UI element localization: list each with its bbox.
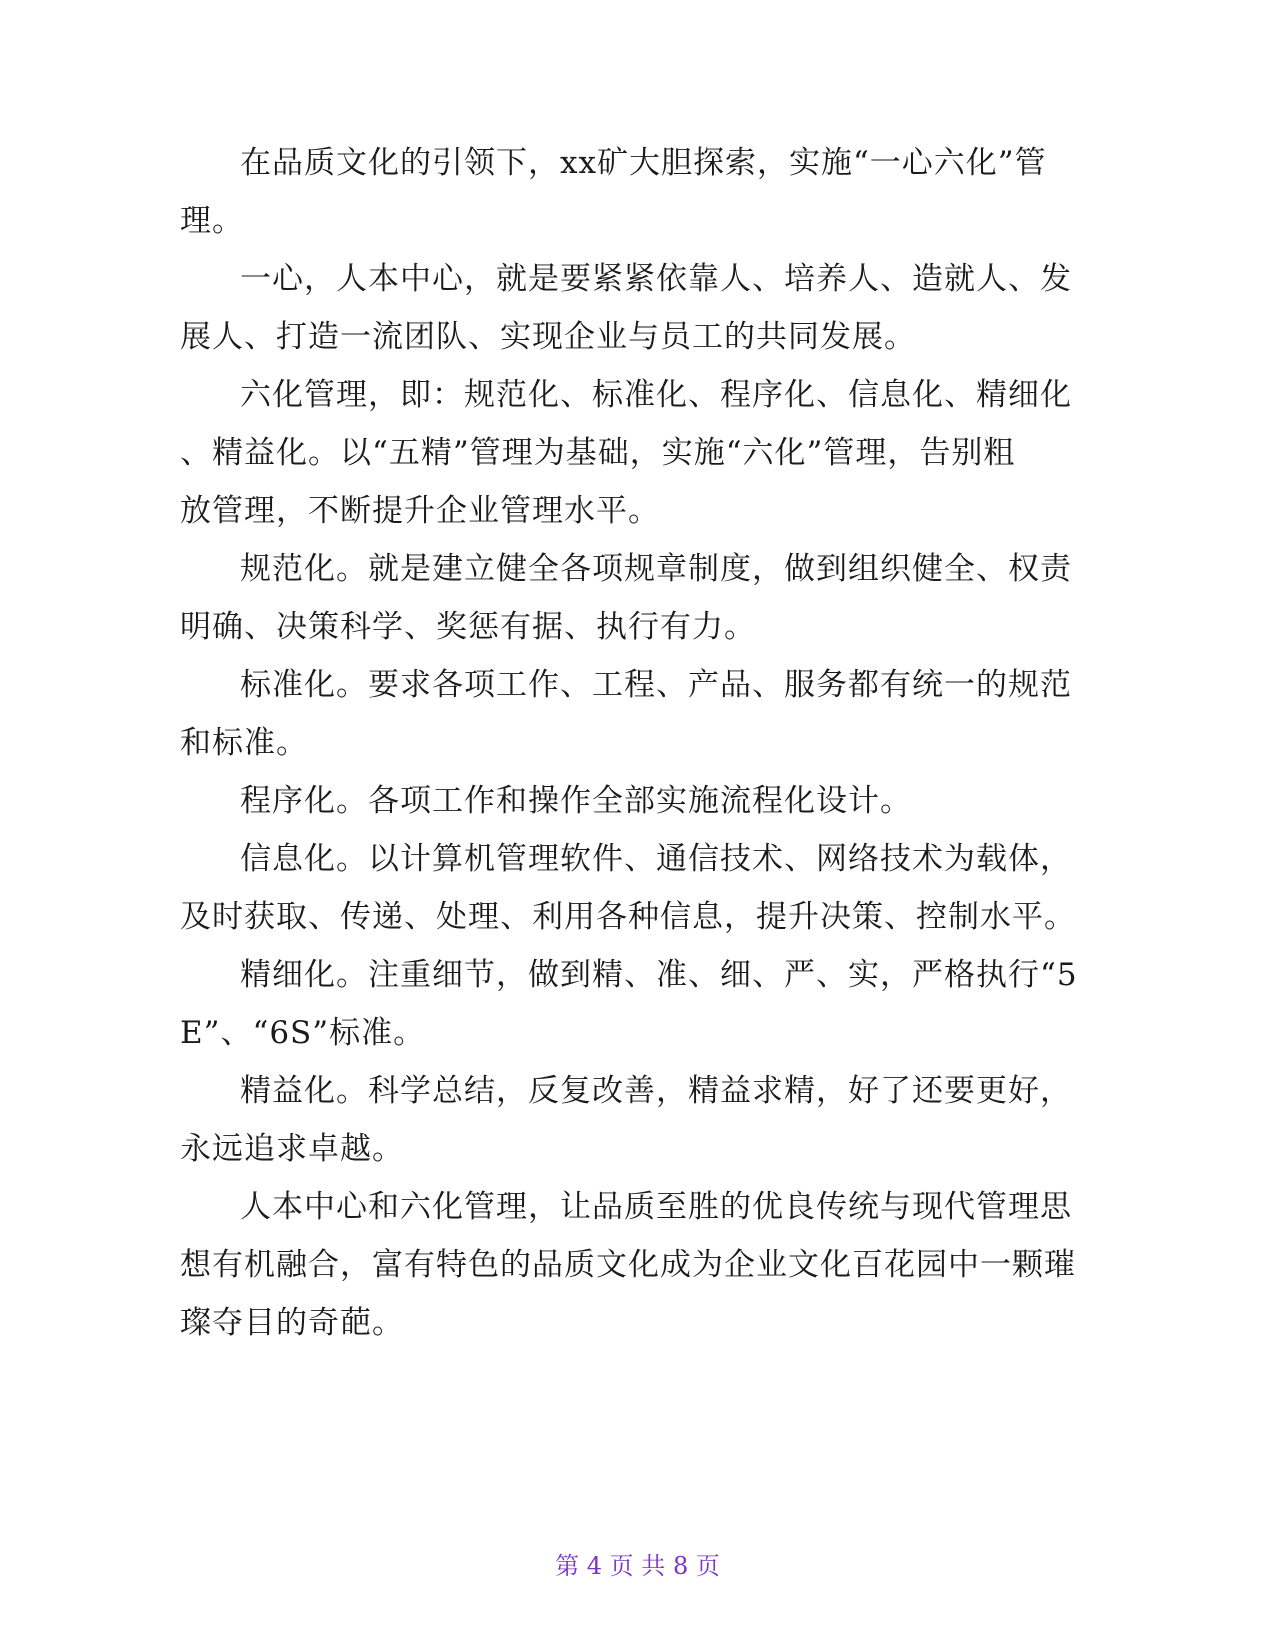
paragraph-line: 六化管理，即：规范化、标准化、程序化、信息化、精细化 — [240, 377, 1072, 413]
paragraph-line: 及时获取、传递、处理、利用各种信息，提升决策、控制水平。 — [180, 899, 1076, 935]
page-footer: 第 4 页 共 8 页 — [555, 1552, 720, 1580]
paragraph-line: 标准化。要求各项工作、工程、产品、服务都有统一的规范 — [240, 667, 1072, 703]
paragraph-line: 一心，人本中心，就是要紧紧依靠人、培养人、造就人、发 — [240, 261, 1072, 297]
paragraph-line: 明确、决策科学、奖惩有据、执行有力。 — [180, 609, 756, 645]
paragraph-line: 璨夺目的奇葩。 — [180, 1305, 404, 1341]
paragraph-line: 精益化。科学总结，反复改善，精益求精，好了还要更好， — [240, 1073, 1072, 1109]
paragraph-line: 规范化。就是建立健全各项规章制度，做到组织健全、权责 — [240, 551, 1072, 587]
paragraph-line: 展人、打造一流团队、实现企业与员工的共同发展。 — [180, 319, 916, 355]
paragraph-line: 理。 — [180, 203, 244, 239]
paragraph-line: 信息化。以计算机管理软件、通信技术、网络技术为载体， — [240, 841, 1072, 877]
paragraph-line: 人本中心和六化管理，让品质至胜的优良传统与现代管理思 — [240, 1189, 1072, 1225]
paragraph-line: 、精益化。以“五精”管理为基础，实施“六化”管理，告别粗 — [180, 435, 1016, 471]
paragraph-line: E”、“6S”标准。 — [180, 1015, 426, 1051]
paragraph-line: 永远追求卓越。 — [180, 1131, 404, 1167]
paragraph-line: 程序化。各项工作和操作全部实施流程化设计。 — [240, 783, 912, 819]
paragraph-line: 在品质文化的引领下，xx矿大胆探索，实施“一心六化”管 — [240, 145, 1047, 181]
paragraph-line: 想有机融合，富有特色的品质文化成为企业文化百花园中一颗璀 — [180, 1247, 1076, 1283]
paragraph-line: 放管理，不断提升企业管理水平。 — [180, 493, 660, 529]
paragraph-line: 精细化。注重细节，做到精、准、细、严、实，严格执行“5 — [240, 957, 1078, 993]
paragraph-line: 和标准。 — [180, 725, 308, 761]
